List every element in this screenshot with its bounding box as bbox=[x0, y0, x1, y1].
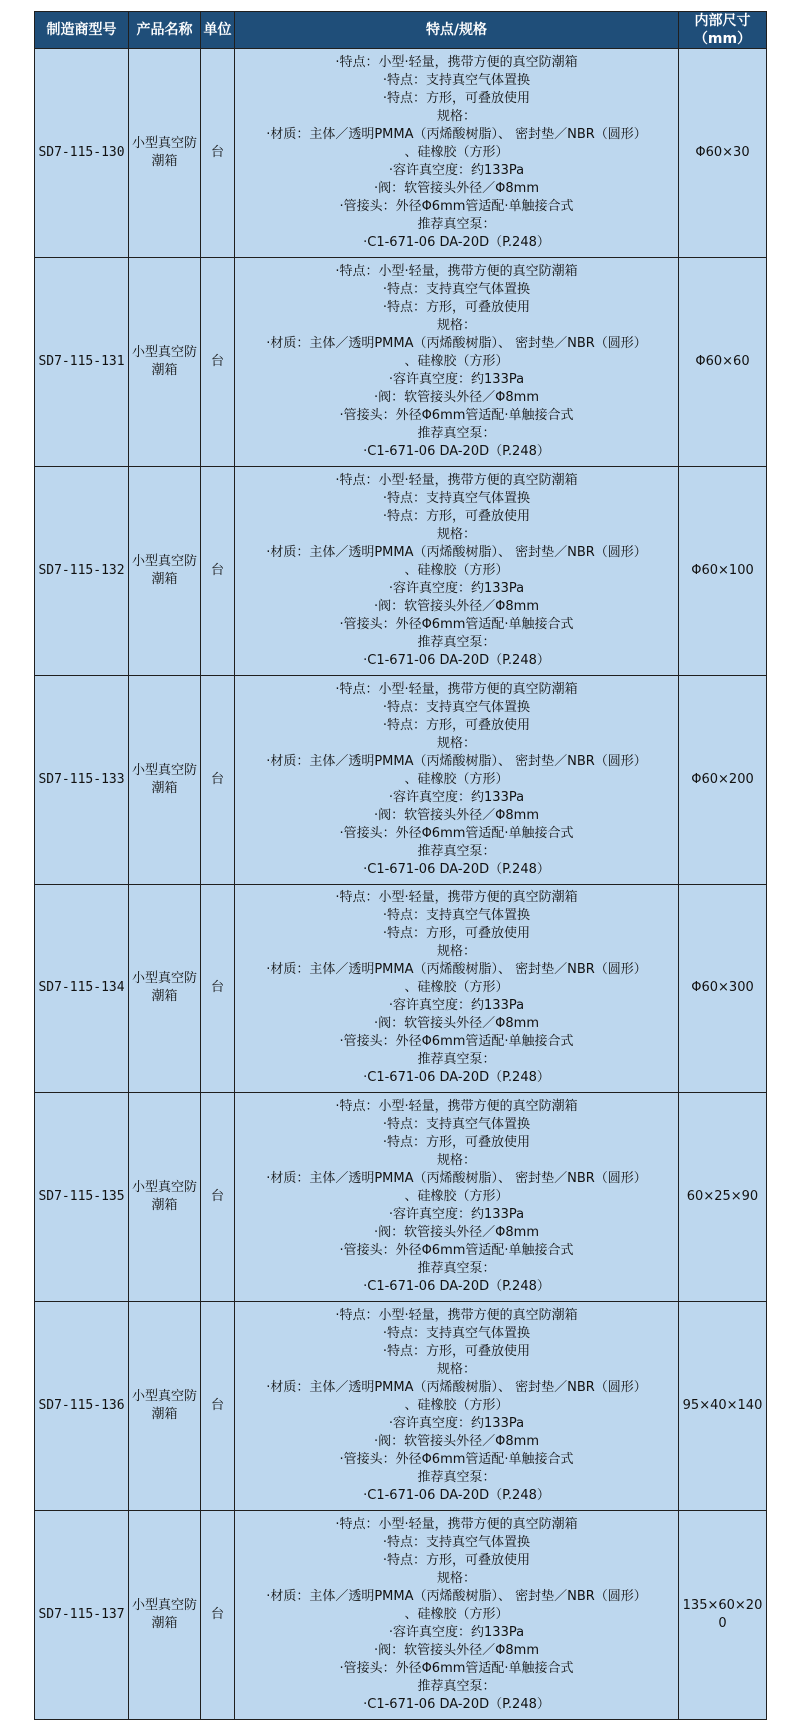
cell-inner-size: Φ60×200 bbox=[679, 675, 767, 884]
spec-line: ·管接头：外径Φ6mm管适配·单触接合式 bbox=[339, 825, 574, 841]
spec-line: ·特点：支持真空气体置换 bbox=[382, 490, 531, 506]
header-inner-size-unit: （mm） bbox=[693, 31, 752, 47]
spec-line: 规格： bbox=[436, 1153, 476, 1169]
spec-line: 、硅橡胶（方形） bbox=[404, 353, 509, 369]
spec-line: ·特点：小型·轻量，携带方便的真空防潮箱 bbox=[335, 1099, 578, 1115]
spec-line: ·特点：支持真空气体置换 bbox=[382, 699, 531, 715]
cell-inner-size: Φ60×100 bbox=[679, 466, 767, 675]
spec-line: ·材质：主体／透明PMMA（丙烯酸树脂）、 密封垫／NBR（圆形） bbox=[266, 962, 647, 978]
cell-model: SD7-115-136 bbox=[35, 1302, 129, 1511]
spec-line: ·特点：小型·轻量，携带方便的真空防潮箱 bbox=[335, 263, 578, 279]
cell-unit: 台 bbox=[201, 257, 235, 466]
spec-line: ·阀：软管接头外径／Φ8mm bbox=[374, 389, 539, 405]
cell-unit: 台 bbox=[201, 1093, 235, 1302]
header-product-name: 产品名称 bbox=[129, 12, 201, 49]
spec-line: 、硅橡胶（方形） bbox=[404, 144, 509, 160]
cell-product-name: 小型真空防潮箱 bbox=[129, 466, 201, 675]
spec-line: ·C1-671-06 DA-20D（P.248） bbox=[363, 443, 550, 459]
cell-product-name: 小型真空防潮箱 bbox=[129, 675, 201, 884]
spec-line: 推荐真空泵： bbox=[417, 1261, 496, 1277]
cell-model: SD7-115-137 bbox=[35, 1511, 129, 1720]
spec-line: ·特点：小型·轻量，携带方便的真空防潮箱 bbox=[335, 54, 578, 70]
cell-product-name: 小型真空防潮箱 bbox=[129, 1511, 201, 1720]
cell-inner-size: Φ60×30 bbox=[679, 49, 767, 258]
cell-spec bbox=[235, 49, 679, 258]
spec-line: ·C1-671-06 DA-20D（P.248） bbox=[363, 234, 550, 250]
spec-line: ·容许真空度：约133Pa bbox=[388, 1416, 525, 1432]
spec-line: ·C1-671-06 DA-20D（P.248） bbox=[363, 1070, 550, 1086]
spec-line: 、硅橡胶（方形） bbox=[404, 980, 509, 996]
spec-line: 规格： bbox=[436, 526, 476, 542]
spec-line: ·阀：软管接头外径／Φ8mm bbox=[374, 598, 539, 614]
header-model: 制造商型号 bbox=[35, 12, 129, 49]
table-row bbox=[35, 257, 767, 466]
cell-spec bbox=[235, 1511, 679, 1720]
header-spec: 特点/规格 bbox=[235, 12, 679, 49]
spec-line: 推荐真空泵： bbox=[417, 425, 496, 441]
spec-line: ·特点：方形，可叠放使用 bbox=[382, 1135, 531, 1151]
spec-line: 推荐真空泵： bbox=[417, 634, 496, 650]
spec-line: ·管接头：外径Φ6mm管适配·单触接合式 bbox=[339, 1452, 574, 1468]
spec-line: ·C1-671-06 DA-20D（P.248） bbox=[363, 652, 550, 668]
spec-line: ·C1-671-06 DA-20D（P.248） bbox=[363, 1488, 550, 1504]
spec-line: ·C1-671-06 DA-20D（P.248） bbox=[363, 861, 550, 877]
product-spec-table bbox=[34, 11, 767, 1720]
cell-model: SD7-115-133 bbox=[35, 675, 129, 884]
cell-inner-size: Φ60×60 bbox=[679, 257, 767, 466]
spec-line: ·材质：主体／透明PMMA（丙烯酸树脂）、 密封垫／NBR（圆形） bbox=[266, 1589, 647, 1605]
spec-line: 规格： bbox=[436, 317, 476, 333]
table-row bbox=[35, 466, 767, 675]
spec-line: 、硅橡胶（方形） bbox=[404, 771, 509, 787]
spec-line: 、硅橡胶（方形） bbox=[404, 1189, 509, 1205]
spec-line: 规格： bbox=[436, 1362, 476, 1378]
spec-line: ·特点：支持真空气体置换 bbox=[382, 1326, 531, 1342]
header-inner-size-label: 内部尺寸 bbox=[694, 13, 751, 29]
table-row bbox=[35, 884, 767, 1093]
spec-line: 规格： bbox=[436, 735, 476, 751]
spec-line: 规格： bbox=[436, 1571, 476, 1587]
cell-inner-size: Φ60×300 bbox=[679, 884, 767, 1093]
spec-line: ·容许真空度：约133Pa bbox=[388, 162, 525, 178]
cell-unit: 台 bbox=[201, 675, 235, 884]
header-inner-size bbox=[679, 12, 767, 49]
cell-unit: 台 bbox=[201, 466, 235, 675]
cell-inner-size: 135×60×200 bbox=[679, 1511, 767, 1720]
cell-model: SD7-115-131 bbox=[35, 257, 129, 466]
spec-line: ·特点：小型·轻量，携带方便的真空防潮箱 bbox=[335, 681, 578, 697]
cell-unit: 台 bbox=[201, 49, 235, 258]
spec-line: ·特点：方形，可叠放使用 bbox=[382, 1553, 531, 1569]
spec-line: ·材质：主体／透明PMMA（丙烯酸树脂）、 密封垫／NBR（圆形） bbox=[266, 126, 647, 142]
spec-line: ·材质：主体／透明PMMA（丙烯酸树脂）、 密封垫／NBR（圆形） bbox=[266, 335, 647, 351]
cell-product-name: 小型真空防潮箱 bbox=[129, 49, 201, 258]
spec-line: ·阀：软管接头外径／Φ8mm bbox=[374, 807, 539, 823]
spec-line: 、硅橡胶（方形） bbox=[404, 562, 509, 578]
cell-inner-size: 95×40×140 bbox=[679, 1302, 767, 1511]
cell-product-name: 小型真空防潮箱 bbox=[129, 257, 201, 466]
table-header-row bbox=[35, 12, 767, 49]
cell-model: SD7-115-134 bbox=[35, 884, 129, 1093]
spec-line: ·容许真空度：约133Pa bbox=[388, 580, 525, 596]
spec-line: ·特点：方形，可叠放使用 bbox=[382, 926, 531, 942]
spec-line: ·管接头：外径Φ6mm管适配·单触接合式 bbox=[339, 407, 574, 423]
spec-line: ·特点：小型·轻量，携带方便的真空防潮箱 bbox=[335, 1308, 578, 1324]
spec-line: ·容许真空度：约133Pa bbox=[388, 1625, 525, 1641]
cell-spec bbox=[235, 675, 679, 884]
spec-line: ·特点：支持真空气体置换 bbox=[382, 1535, 531, 1551]
spec-line: ·阀：软管接头外径／Φ8mm bbox=[374, 180, 539, 196]
spec-line: ·管接头：外径Φ6mm管适配·单触接合式 bbox=[339, 1661, 574, 1677]
spec-line: 规格： bbox=[436, 108, 476, 124]
cell-unit: 台 bbox=[201, 1511, 235, 1720]
cell-product-name: 小型真空防潮箱 bbox=[129, 1093, 201, 1302]
spec-line: ·材质：主体／透明PMMA（丙烯酸树脂）、 密封垫／NBR（圆形） bbox=[266, 544, 647, 560]
table-row bbox=[35, 675, 767, 884]
spec-line: ·特点：方形，可叠放使用 bbox=[382, 299, 531, 315]
spec-line: ·阀：软管接头外径／Φ8mm bbox=[374, 1016, 539, 1032]
spec-line: ·C1-671-06 DA-20D（P.248） bbox=[363, 1697, 550, 1713]
spec-line: 推荐真空泵： bbox=[417, 1679, 496, 1695]
spec-line: ·特点：方形，可叠放使用 bbox=[382, 508, 531, 524]
spec-line: ·容许真空度：约133Pa bbox=[388, 371, 525, 387]
spec-line: ·特点：支持真空气体置换 bbox=[382, 1117, 531, 1133]
cell-spec bbox=[235, 884, 679, 1093]
spec-line: ·容许真空度：约133Pa bbox=[388, 998, 525, 1014]
spec-line: ·阀：软管接头外径／Φ8mm bbox=[374, 1225, 539, 1241]
spec-line: ·特点：支持真空气体置换 bbox=[382, 281, 531, 297]
table-row bbox=[35, 1511, 767, 1720]
spec-line: ·特点：支持真空气体置换 bbox=[382, 72, 531, 88]
table-body bbox=[35, 49, 767, 1720]
spec-line: ·管接头：外径Φ6mm管适配·单触接合式 bbox=[339, 616, 574, 632]
spec-line: ·材质：主体／透明PMMA（丙烯酸树脂）、 密封垫／NBR（圆形） bbox=[266, 1380, 647, 1396]
spec-line: ·特点：方形，可叠放使用 bbox=[382, 717, 531, 733]
cell-unit: 台 bbox=[201, 884, 235, 1093]
spec-line: ·阀：软管接头外径／Φ8mm bbox=[374, 1643, 539, 1659]
spec-line: ·特点：方形，可叠放使用 bbox=[382, 1344, 531, 1360]
spec-line: ·特点：支持真空气体置换 bbox=[382, 908, 531, 924]
cell-spec bbox=[235, 466, 679, 675]
spec-line: 、硅橡胶（方形） bbox=[404, 1607, 509, 1623]
cell-inner-size: 60×25×90 bbox=[679, 1093, 767, 1302]
cell-model: SD7-115-135 bbox=[35, 1093, 129, 1302]
spec-line: ·特点：方形，可叠放使用 bbox=[382, 90, 531, 106]
spec-line: ·容许真空度：约133Pa bbox=[388, 789, 525, 805]
table-row bbox=[35, 1302, 767, 1511]
spec-line: 推荐真空泵： bbox=[417, 1470, 496, 1486]
cell-spec bbox=[235, 1093, 679, 1302]
cell-product-name: 小型真空防潮箱 bbox=[129, 1302, 201, 1511]
spec-line: ·C1-671-06 DA-20D（P.248） bbox=[363, 1279, 550, 1295]
cell-model: SD7-115-132 bbox=[35, 466, 129, 675]
spec-line: ·管接头：外径Φ6mm管适配·单触接合式 bbox=[339, 1243, 574, 1259]
cell-model: SD7-115-130 bbox=[35, 49, 129, 258]
spec-line: ·阀：软管接头外径／Φ8mm bbox=[374, 1434, 539, 1450]
spec-line: 推荐真空泵： bbox=[417, 843, 496, 859]
header-unit: 单位 bbox=[201, 12, 235, 49]
spec-line: 推荐真空泵： bbox=[417, 1052, 496, 1068]
cell-spec bbox=[235, 257, 679, 466]
spec-line: ·容许真空度：约133Pa bbox=[388, 1207, 525, 1223]
spec-line: 推荐真空泵： bbox=[417, 216, 496, 232]
spec-line: ·管接头：外径Φ6mm管适配·单触接合式 bbox=[339, 1034, 574, 1050]
cell-product-name: 小型真空防潮箱 bbox=[129, 884, 201, 1093]
cell-unit: 台 bbox=[201, 1302, 235, 1511]
spec-line: ·材质：主体／透明PMMA（丙烯酸树脂）、 密封垫／NBR（圆形） bbox=[266, 1171, 647, 1187]
table-row bbox=[35, 49, 767, 258]
cell-spec bbox=[235, 1302, 679, 1511]
spec-line: ·管接头：外径Φ6mm管适配·单触接合式 bbox=[339, 198, 574, 214]
spec-line: ·特点：小型·轻量，携带方便的真空防潮箱 bbox=[335, 472, 578, 488]
spec-line: ·材质：主体／透明PMMA（丙烯酸树脂）、 密封垫／NBR（圆形） bbox=[266, 753, 647, 769]
spec-line: 规格： bbox=[436, 944, 476, 960]
spec-line: ·特点：小型·轻量，携带方便的真空防潮箱 bbox=[335, 1517, 578, 1533]
spec-line: 、硅橡胶（方形） bbox=[404, 1398, 509, 1414]
table-row bbox=[35, 1093, 767, 1302]
spec-line: ·特点：小型·轻量，携带方便的真空防潮箱 bbox=[335, 890, 578, 906]
